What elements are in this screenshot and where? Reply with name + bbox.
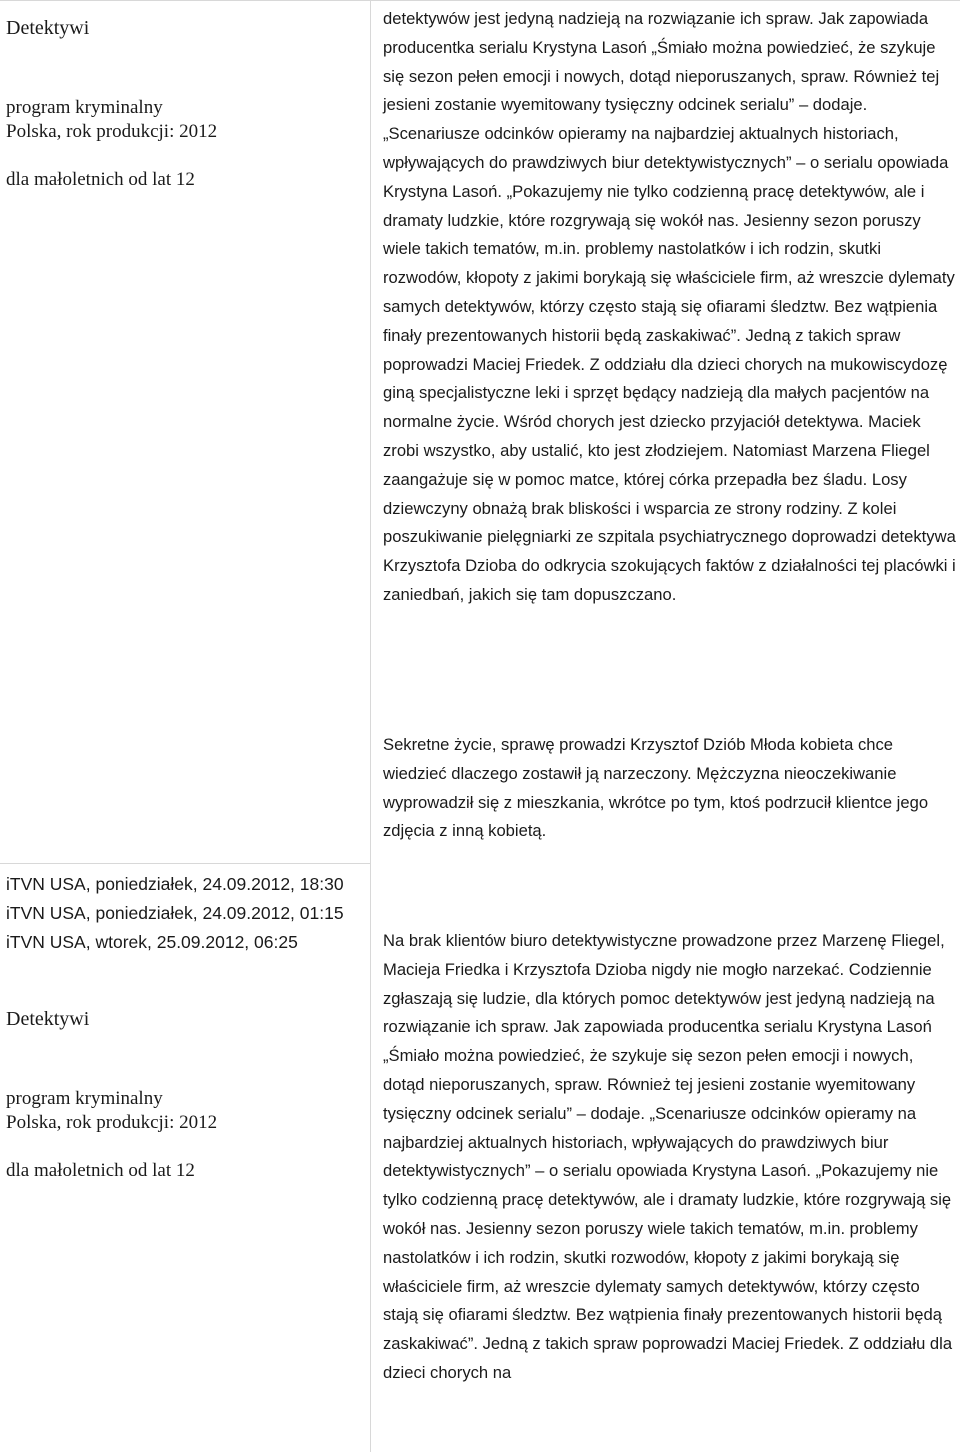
program-info-block xyxy=(0,16,370,192)
table-border-left-break xyxy=(0,863,370,864)
program-genre: program kryminalny xyxy=(6,97,163,118)
broadcast-item: iTVN USA, wtorek, 25.09.2012, 06:25 xyxy=(6,932,298,952)
program-info-block-2 xyxy=(0,870,370,1183)
broadcast-item: iTVN USA, poniedziałek, 24.09.2012, 18:30 xyxy=(6,874,344,894)
program-description xyxy=(383,5,958,610)
table-border-top xyxy=(0,0,960,1)
episode-summary xyxy=(383,731,958,846)
program-age-rating: dla małoletnich od lat 12 xyxy=(6,169,195,190)
program-country-year: Polska, rok produkcji: 2012 xyxy=(6,1112,218,1133)
description-paragraph: detektywów jest jedyną nadzieją na rozwiązanie ich spraw. Jak zapowiada producentka serialu Krystyna Lasoń „Śmiało można powiedzieć, że szykuje się sezon pełen emocji i nowych, dotąd nieporuszanych, spraw. Również tej jesieni zostanie wyemitowany tysięczny odcinek serialu” – dodaje. „Scenariusze odcinków opieramy na najbardziej aktualnych historiach, wpływających do prawdziwych biur detektywistycznych” – o serialu opowiada Krystyna Lasoń. „Pokazujemy nie tylko codzienną pracę detektywów, ale i dramaty ludzkie, które rozgrywają się wokół nas. Jesienny sezon poruszy wiele takich tematów, m.in. problemy nastolatków i ich rodzin, skutki rozwodów, kłopoty z jakimi borykają się właściciele firm, aż wreszcie dylematy samych detektywów, którzy często stają się ofiarami śledztw. Bez wątpienia finały prezentowanych historii będą zaskakiwać”. Jedną z takich spraw poprowadzi Maciej Friedek. Z oddziału dla dzieci chorych na mukowiscydozę giną specjalistyczne leki i sprzęt będący nadzieją dla małych pacjentów na normalne życie. Wśród chorych jest dziecko przyjaciół detektywa. Maciek zrobi wszystko, aby ustalić, kto jest złodziejem. Natomiast Marzena Fliegel zaangażuje się w pomoc matce, której córka przepadła bez śladu. Losy dziewczyny obnażą brak bliskości i wsparcia ze strony rodziny. Z kolei poszukiwanie pielęgniarki ze szpitala psychiatrycznego doprowadzi detektywa Krzysztofa Dzioba do odkrycia szokujących faktów z działalności tej placówki i zaniedbań, jakich się tam dopuszczano. xyxy=(383,9,956,604)
program-description-2 xyxy=(383,927,958,1388)
description-paragraph: Na brak klientów biuro detektywistyczne prowadzone przez Marzenę Fliegel, Macieja Friedka i Krzysztofa Dzioba nigdy nie mogło narzekać. Codziennie zgłaszają się ludzie, dla których pomoc detektywów jest jedyną nadzieją na rozwiązanie ich spraw. Jak zapowiada producentka serialu Krystyna Lasoń „Śmiało można powiedzieć, że szykuje się sezon pełen emocji i nowych, dotąd nieporuszanych, spraw. Również tej jesieni zostanie wyemitowany tysięczny odcinek serialu” – dodaje. „Scenariusze odcinków opieramy na najbardziej aktualnych historiach, wpływających do prawdziwych biur detektywistycznych” – o serialu opowiada Krystyna Lasoń. „Pokazujemy nie tylko codzienną pracę detektywów, ale i dramaty ludzkie, które rozgrywają się wokół nas. Jesienny sezon poruszy wiele takich tematów, m.in. problemy nastolatków i ich rodzin, skutki rozwodów, kłopoty z jakimi borykają się właściciele firm, aż wreszcie dylematy samych detektywów, którzy często stają się ofiarami śledztw. Bez wątpienia finały prezentowanych historii będą zaskakiwać”. Jedną z takich spraw poprowadzi Maciej Friedek. Z oddziału dla dzieci chorych na xyxy=(383,931,953,1382)
program-title: Detektywi xyxy=(6,1008,90,1030)
episode-summary-text: Sekretne życie, sprawę prowadzi Krzysztof Dziób Młoda kobieta chce wiedzieć dlaczego zostawił ją narzeczony. Mężczyzna nieoczekiwanie wyprowadził się z mieszkania, wkrótce po tym, ktoś podrzucił klientce jego zdjęcia z inną kobietą. xyxy=(383,735,929,841)
program-title: Detektywi xyxy=(6,17,90,39)
broadcast-schedule xyxy=(6,870,370,957)
program-country-year: Polska, rok produkcji: 2012 xyxy=(6,121,218,142)
program-genre: program kryminalny xyxy=(6,1088,163,1109)
column-divider xyxy=(370,0,371,1452)
program-age-rating: dla małoletnich od lat 12 xyxy=(6,1160,195,1181)
broadcast-item: iTVN USA, poniedziałek, 24.09.2012, 01:15 xyxy=(6,903,344,923)
